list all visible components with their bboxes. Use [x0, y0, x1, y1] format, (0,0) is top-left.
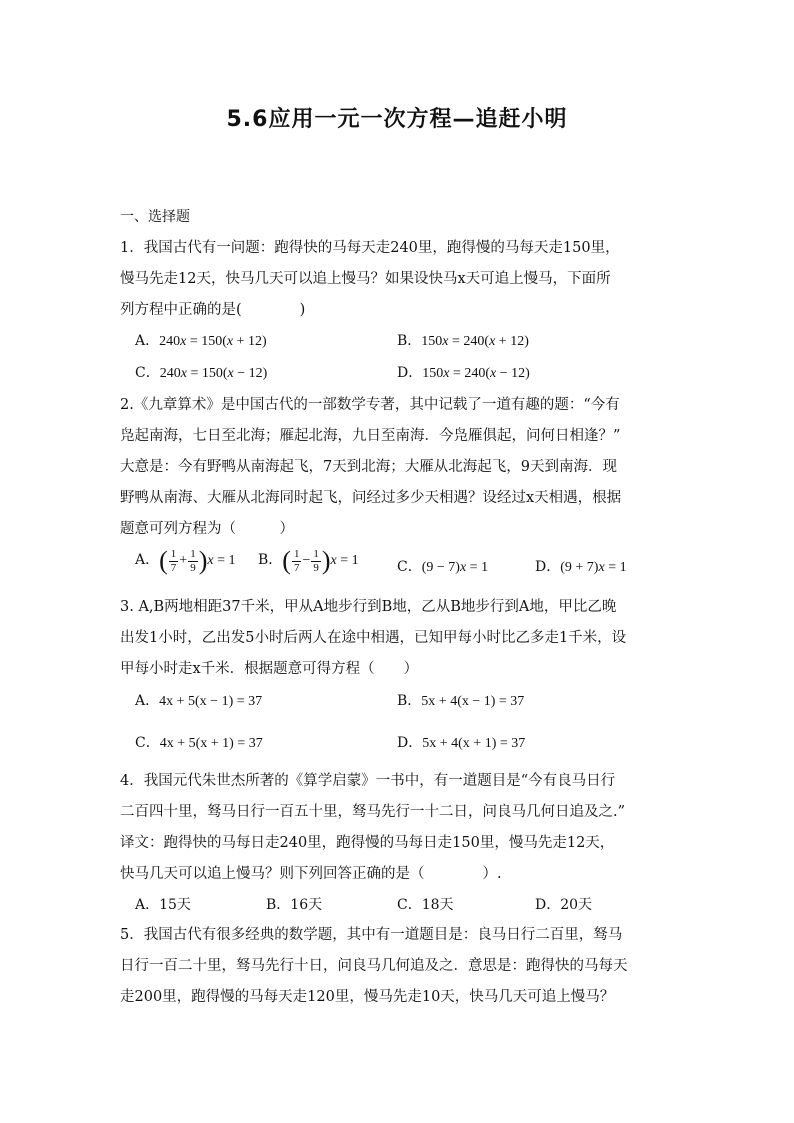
- option-a: A．( $\frac{1}{7}$ + $\frac{1}{9}$ )x = 1: [135, 546, 236, 575]
- section-heading: 一、选择题: [120, 209, 190, 225]
- option-b: B．5x + 4(x − 1) = 37: [397, 693, 525, 709]
- option-b: B．150x = 240(x + 12): [397, 333, 529, 349]
- question-5-line: 走200里，跑得慢的马每天走120里，慢马先走10天，快马几天可追上慢马？: [120, 989, 615, 1005]
- option-c: C．240x = 150(x − 12): [135, 365, 268, 381]
- question-3-line: 甲每小时走x千米．根据题意可得方程（ ）: [120, 661, 419, 677]
- question-2-line: 2.《九章算术》是中国古代的一部数学专著，其中记载了一道有趣的题：“今有: [120, 397, 620, 413]
- question-2-line: 野鸭从南海、大雁从北海同时起飞，问经过多少天相遇？设经过x天相遇，根据: [120, 490, 622, 506]
- option-d: D．20天: [535, 897, 593, 913]
- question-5-line: 5．我国古代有很多经典的数学题，其中有一道题目是：良马日行二百里，驽马: [120, 927, 623, 943]
- option-d: D．5x + 4(x + 1) = 37: [397, 735, 526, 751]
- question-2-line: 凫起南海，七日至北海；雁起北海，九日至南海．今凫雁俱起，问何日相逢？”: [120, 428, 621, 444]
- question-2-line: 题意可列方程为（ ）: [120, 521, 294, 537]
- question-3-line: 出发1小时，乙出发5小时后两人在途中相遇，已知甲每小时比乙多走1千米，设: [120, 630, 627, 646]
- question-1-line: 1．我国古代有一问题：跑得快的马每天走240里，跑得慢的马每天走150里，: [120, 240, 620, 256]
- option-a: A．4x + 5(x − 1) = 37: [135, 693, 263, 709]
- question-4-line: 4．我国元代朱世杰所著的《算学启蒙》一书中，有一道题目是“今有良马日行: [120, 773, 616, 789]
- option-a: A．240x = 150(x + 12): [135, 333, 267, 349]
- question-4-line: 快马几天可以追上慢马？则下列回答正确的是（ ）.: [120, 866, 502, 882]
- option-b: B．( $\frac{1}{7}$ − $\frac{1}{9}$ )x = 1: [258, 546, 359, 575]
- question-2-line: 大意是：今有野鸭从南海起飞，7天到北海；大雁从北海起飞，9天到南海．现: [120, 459, 617, 475]
- page-title: 5.6应用一元一次方程—追赶小明: [226, 107, 568, 132]
- option-d: D．150x = 240(x − 12): [397, 365, 530, 381]
- option-a: A．15天: [135, 897, 191, 913]
- question-1: [120, 233, 680, 326]
- option-c: C．18天: [397, 897, 454, 913]
- option-d: D．(9 + 7)x = 1: [535, 559, 627, 575]
- question-4-line: 译文：跑得快的马每日走240里，跑得慢的马每日走150里，慢马先走12天，: [120, 835, 615, 851]
- question-5-line: 日行一百二十里，驽马先行十日，问良马几何追及之．意思是：跑得快的马每天: [120, 958, 628, 974]
- question-4: [120, 766, 680, 890]
- question-4-line: 二百四十里，驽马日行一百五十里，驽马先行一十二日，问良马几何日追及之.”: [120, 804, 626, 820]
- question-5: [120, 920, 680, 1013]
- option-b: B．16天: [266, 897, 323, 913]
- question-3-line: 3. A,B两地相距37千米，甲从A地步行到B地，乙从B地步行到A地，甲比乙晚: [120, 599, 617, 615]
- question-1-line: 列方程中正确的是( ): [120, 302, 306, 318]
- question-3: [120, 592, 680, 685]
- option-c: C．(9 − 7)x = 1: [397, 559, 489, 575]
- option-c: C．4x + 5(x + 1) = 37: [135, 735, 263, 751]
- question-1-line: 慢马先走12天，快马几天可以追上慢马？如果设快马x天可追上慢马，下面所: [120, 271, 611, 287]
- question-2: [120, 390, 680, 545]
